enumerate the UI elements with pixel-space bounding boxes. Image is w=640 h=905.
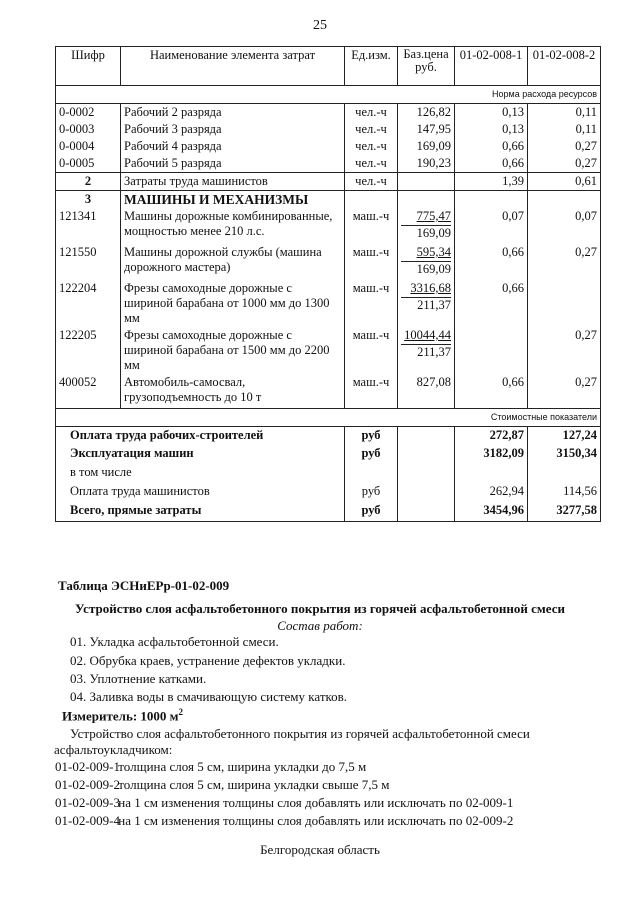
cell-unit: руб (345, 426, 398, 445)
cell-code: 0-0002 (56, 104, 121, 122)
cell-v1: 0,66 (455, 155, 528, 173)
cell-unit: чел.-ч (345, 138, 398, 155)
cell-price (398, 327, 455, 374)
page-number: 25 (313, 18, 327, 33)
cell-v1: 1,39 (455, 173, 528, 191)
item-text: толщина слоя 5 см, ширина укладки до 7,5 м (118, 759, 367, 774)
section-title: Устройство слоя асфальтобетонного покрытия из горячей асфальтобетонной смеси (75, 601, 565, 616)
cell-name: Рабочий 3 разряда (121, 121, 345, 138)
cell-v1: 3454,96 (455, 502, 528, 521)
table-row (56, 138, 601, 155)
cell-price (398, 280, 455, 327)
table-header-row (56, 47, 601, 86)
cell-name: Оплата труда рабочих-строителей (56, 426, 345, 445)
cell-name: Оплата труда машинистов (56, 483, 345, 502)
item-text: на 1 см изменения толщины слоя добавлять или исключать по 02-009-1 (118, 795, 514, 810)
norm-caption-row (56, 86, 601, 104)
table-row (56, 464, 601, 483)
cell-v1: 0,66 (455, 374, 528, 408)
cell-unit: чел.-ч (345, 155, 398, 173)
intro-line: асфальтоукладчиком: (54, 742, 173, 757)
table-row (56, 483, 601, 502)
cell-v1: 0,13 (455, 121, 528, 138)
list-item (55, 777, 513, 795)
work-item: 03. Уплотнение катками. (70, 671, 207, 686)
cell-unit: маш.-ч (345, 374, 398, 408)
cell-unit: руб (345, 502, 398, 521)
header-col1: 01-02-008-1 (455, 47, 528, 86)
table-row (56, 502, 601, 521)
machinist-row (56, 173, 601, 191)
cell-code: 2 (56, 173, 121, 191)
header-code: Шифр (56, 47, 121, 86)
cell-code: 0-0003 (56, 121, 121, 138)
cell-code: 121341 (56, 208, 121, 244)
cell-v2 (528, 280, 601, 327)
cell-v2: 127,24 (528, 426, 601, 445)
cell-unit: маш.-ч (345, 327, 398, 374)
cell-v2: 114,56 (528, 483, 601, 502)
measure-text: Измеритель: 1000 м (62, 708, 179, 724)
resource-norm-table (55, 46, 601, 522)
table-row (56, 104, 601, 122)
cell-price (398, 173, 455, 191)
cell-v1: 0,07 (455, 208, 528, 244)
header-name: Наименование элемента затрат (121, 47, 345, 86)
norm-caption: Норма расхода ресурсов (56, 86, 601, 104)
item-code: 01-02-009-3 (55, 795, 120, 810)
cell-v1: 0,66 (455, 244, 528, 280)
cell-v2: 0,27 (528, 138, 601, 155)
price-primary: 3316,68 (410, 281, 451, 295)
cell-v2: 0,07 (528, 208, 601, 244)
list-item (55, 759, 513, 777)
cell-price: 169,09 (398, 138, 455, 155)
cell-name: Рабочий 4 разряда (121, 138, 345, 155)
cell-name: Рабочий 2 разряда (121, 104, 345, 122)
cell-v2: 0,27 (528, 374, 601, 408)
cell-v2: 0,61 (528, 173, 601, 191)
cell-price: 147,95 (398, 121, 455, 138)
cell-v2: 0,27 (528, 327, 601, 374)
cell-name: Фрезы самоходные дорожные с шириной барабана от 1000 мм до 1300 мм (121, 280, 345, 327)
cell-v1: 272,87 (455, 426, 528, 445)
table-row (56, 244, 601, 280)
intro-line: Устройство слоя асфальтобетонного покрытия из горячей асфальтобетонной смеси (70, 726, 530, 741)
cell-unit (345, 464, 398, 483)
cell-name: в том числе (56, 464, 345, 483)
cell-name: Фрезы самоходные дорожные с шириной барабана от 1500 мм до 2200 мм (121, 327, 345, 374)
cell-unit: руб (345, 445, 398, 464)
cell-v1: 262,94 (455, 483, 528, 502)
list-item (55, 813, 513, 831)
cell-v2: 0,11 (528, 104, 601, 122)
cell-unit: руб (345, 483, 398, 502)
cell-v1: 0,66 (455, 280, 528, 327)
cell-v1: 3182,09 (455, 445, 528, 464)
cell-unit: чел.-ч (345, 121, 398, 138)
cell-name: Автомобиль-самосвал, грузоподъемность до 10 т (121, 374, 345, 408)
cell-price: 126,82 (398, 104, 455, 122)
price-primary: 775,47 (416, 209, 451, 223)
cell-v1 (455, 464, 528, 483)
table-row (56, 208, 601, 244)
machines-section-row (56, 191, 601, 209)
work-item: 01. Укладка асфальтобетонной смеси. (70, 634, 279, 649)
table-row (56, 445, 601, 464)
cell-v2: 3277,58 (528, 502, 601, 521)
table-label: Таблица ЭСНиЕРр-01-02-009 (58, 578, 230, 593)
cell-unit: маш.-ч (345, 244, 398, 280)
item-code: 01-02-009-2 (55, 777, 120, 792)
header-price: Баз.цена руб. (398, 47, 455, 86)
cell-code: 0-0005 (56, 155, 121, 173)
cell-name: Машины дорожные комбинированные, мощностью менее 210 л.с. (121, 208, 345, 244)
cell-code: 0-0004 (56, 138, 121, 155)
cell-price (398, 483, 455, 502)
cell-v2: 0,11 (528, 121, 601, 138)
cell-name: Затраты труда машинистов (121, 173, 345, 191)
measure-sup: 2 (178, 707, 184, 717)
cell-unit: маш.-ч (345, 280, 398, 327)
footer-region: Белгородская область (260, 842, 380, 857)
table-row (56, 374, 601, 408)
header-col2: 01-02-008-2 (528, 47, 601, 86)
price-secondary: 211,37 (401, 344, 451, 360)
item-code: 01-02-009-1 (55, 759, 120, 774)
cell-v2: 0,27 (528, 155, 601, 173)
cost-caption: Стоимостные показатели (56, 408, 601, 426)
price-primary: 595,34 (416, 245, 451, 259)
table-row (56, 426, 601, 445)
list-item (55, 795, 513, 813)
cell-v2: 3150,34 (528, 445, 601, 464)
price-secondary: 169,09 (401, 261, 451, 277)
cell-code: 122205 (56, 327, 121, 374)
cell-price (398, 502, 455, 521)
table-row (56, 280, 601, 327)
cell-code: 122204 (56, 280, 121, 327)
price-primary: 10044,44 (404, 328, 451, 342)
table-row (56, 121, 601, 138)
cell-v2: 0,27 (528, 244, 601, 280)
cell-v1: 0,13 (455, 104, 528, 122)
work-item: 04. Заливка воды в смачивающую систему катков. (70, 689, 348, 704)
table-row (56, 155, 601, 173)
work-item: 02. Обрубка краев, устранение дефектов укладки. (70, 653, 346, 668)
cell-v1: 0,66 (455, 138, 528, 155)
cell-price (398, 464, 455, 483)
cell-name: МАШИНЫ И МЕХАНИЗМЫ (121, 191, 345, 209)
cell-code: 3 (56, 191, 121, 209)
price-secondary: 169,09 (401, 225, 451, 241)
sostav-heading: Состав работ: (277, 618, 363, 633)
header-unit: Ед.изм. (345, 47, 398, 86)
cell-price (398, 208, 455, 244)
item-text: толщина слоя 5 см, ширина укладки свыше 7,5 м (118, 777, 390, 792)
cell-code: 121550 (56, 244, 121, 280)
cell-unit: чел.-ч (345, 104, 398, 122)
cell-code: 400052 (56, 374, 121, 408)
cell-price: 190,23 (398, 155, 455, 173)
cell-name: Рабочий 5 разряда (121, 155, 345, 173)
cell-name: Всего, прямые затраты (56, 502, 345, 521)
cell-price (398, 426, 455, 445)
cell-name: Эксплуатация машин (56, 445, 345, 464)
measure-label (62, 707, 183, 724)
cell-unit: чел.-ч (345, 173, 398, 191)
cost-caption-row (56, 408, 601, 426)
cell-v1 (455, 327, 528, 374)
cell-price: 827,08 (398, 374, 455, 408)
item-text: на 1 см изменения толщины слоя добавлять или исключать по 02-009-2 (118, 813, 514, 828)
cell-unit: маш.-ч (345, 208, 398, 244)
price-secondary: 211,37 (401, 297, 451, 313)
item-code: 01-02-009-4 (55, 813, 120, 828)
table-row (56, 327, 601, 374)
cell-price (398, 445, 455, 464)
cell-name: Машины дорожной службы (машина дорожного мастера) (121, 244, 345, 280)
cell-price (398, 244, 455, 280)
cell-v2 (528, 464, 601, 483)
